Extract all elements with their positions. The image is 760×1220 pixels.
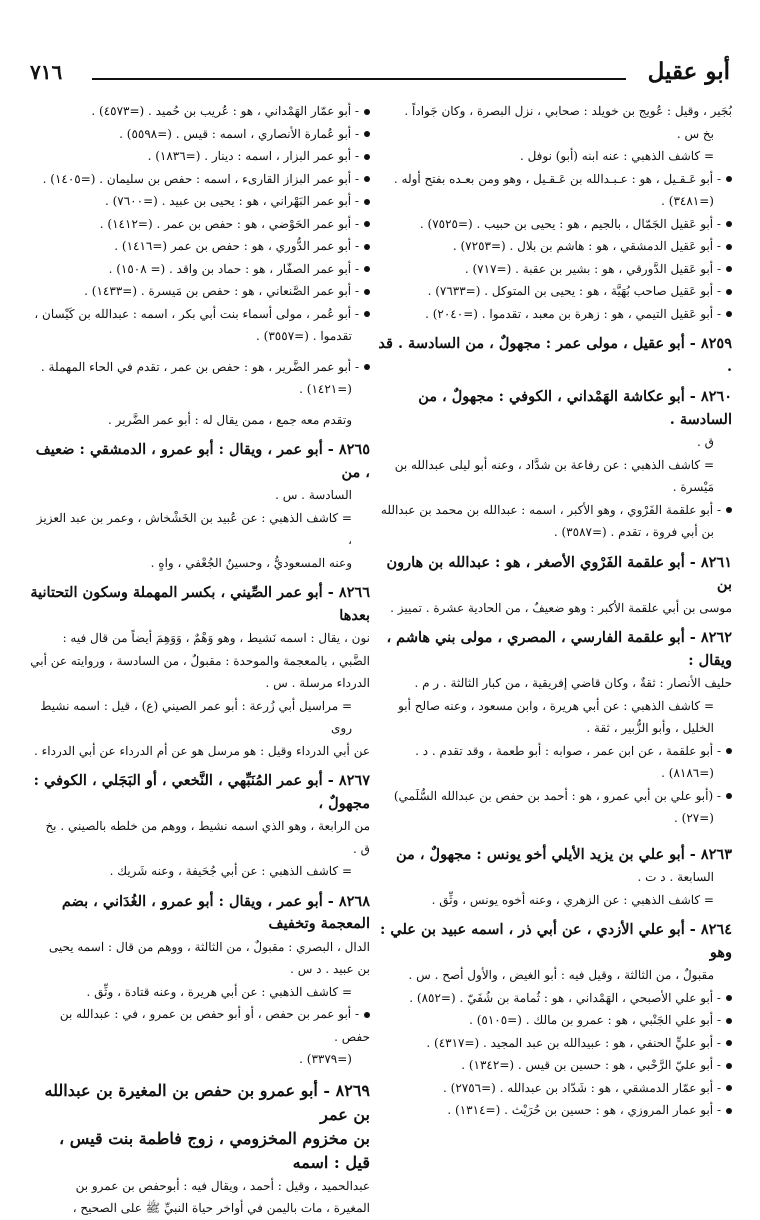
spacer [377, 911, 732, 919]
entry-line [377, 695, 732, 718]
bullet-icon [726, 266, 732, 272]
entry-line [30, 100, 370, 123]
bullet-icon [726, 289, 732, 295]
entry-line [30, 378, 370, 401]
bullet-icon [726, 1018, 732, 1024]
entry-line [377, 1099, 732, 1122]
entry-line [377, 213, 732, 236]
page-number: ٧١٦ [30, 60, 63, 84]
entry-text: (=١٤٢١) . [299, 382, 352, 396]
entry-line [30, 936, 370, 959]
entry-text: (=٢٧) . [674, 811, 714, 825]
entry-line [377, 1009, 732, 1032]
entry-line [30, 303, 370, 326]
entry-text: - أبو عَقيل الدَّورقي ، هو : بشير بن عقبة . (=٧١٧) . [464, 261, 721, 276]
entry-line [30, 190, 370, 213]
entry-text: - أبو عُمارة الأنصاري ، اسمه : قيس . (=٥٥٩٨) . [119, 126, 359, 141]
entry-text: موسى بن أبي علقمة الأكبر : وهو ضعيفٌ ، من الحادية عشرة . تمييز . [390, 600, 732, 615]
entry-text: السابعة . د ت . [637, 870, 714, 884]
spacer [377, 325, 732, 333]
bullet-icon [726, 748, 732, 754]
entry-text: ٨٢٦١ - أبو علقمة الفَرْوي الأصغر ، هو : عبدالله بن هارون بن [386, 553, 732, 593]
bullet-icon [726, 507, 732, 513]
bullet-icon [726, 221, 732, 227]
bullet-icon [364, 1012, 370, 1018]
entry-text: (=٣٣٧٩) . [299, 1052, 352, 1066]
entry-text: بن عبيد . د س . [290, 962, 370, 976]
bullet-icon [726, 1063, 732, 1069]
entry-text: - أبو عَقيل التيمي ، هو : زهرة بن معبد ، تقدموا . (=٢٠٤٠) . [425, 306, 721, 321]
entry-line [30, 552, 370, 575]
entry-line [377, 785, 732, 808]
entry-line [30, 860, 370, 883]
bullet-icon [726, 176, 732, 182]
bullet-icon [726, 244, 732, 250]
entry-text: ٨٢٦٤ - أبو علي الأزدي ، عن أبي ذر ، اسمه عبيد بن علي : وهو [379, 921, 732, 961]
entry-line [377, 499, 732, 522]
entry-line [30, 695, 370, 740]
entry-line [30, 1175, 370, 1198]
bullet-icon [726, 793, 732, 799]
entry-text: ٨٢٥٩ - أبو عقيل ، مولى عمر : مجهولٌ ، من السادسة . قد . [378, 335, 732, 375]
entry-text: عبدالحميد ، وقيل : أحمد ، ويقال فيه : أبوحفص بن عمرو بن [75, 1178, 370, 1193]
entry-text: الدرداء مرسلة . س . [265, 676, 370, 690]
entry-line [377, 168, 732, 191]
entry-line [30, 280, 370, 303]
entry-text: بن أبي فروة ، تقدم . (=٣٥٨٧) . [553, 525, 714, 539]
entry-heading [377, 627, 732, 672]
entry-line [377, 454, 732, 477]
entry-line [377, 717, 732, 740]
left-column [30, 100, 370, 1220]
entry-heading [377, 386, 732, 431]
spacer [30, 574, 370, 582]
spacer [377, 619, 732, 627]
bullet-icon [364, 364, 370, 370]
entry-line [377, 987, 732, 1010]
entry-text: - أبو عمر بن حفص ، أو أبو حفص بن عمرو ، في : عبدالله بن حفص . [59, 1007, 370, 1044]
entry-text: ٨٢٦٩ - أبو عمرو بن حفص بن المغيرة بن عبدالله بن عمر [44, 1080, 370, 1124]
entry-text: الضَّبي ، بالمعجمة والموحدة : مقبولٌ ، من السادسة ، وروايته عن أبي [30, 653, 370, 668]
entry-heading [30, 582, 370, 627]
running-title: أبو عقيل [647, 58, 730, 85]
entry-line [30, 168, 370, 191]
entry-text: ق . [697, 435, 714, 449]
entry-text: حليف الأنصار : ثقةٌ ، وكان قاضي إفريقية ، من كبار الثالثة . ر م . [414, 676, 732, 690]
bullet-icon [364, 176, 370, 182]
entry-line [377, 476, 732, 499]
entry-line [377, 100, 732, 123]
entry-line [377, 672, 732, 695]
entry-text: - أبو عليٍّ الحنفي ، هو : عبيدالله بن عبد المجيد . (=٤٣١٧) . [426, 1035, 721, 1050]
entry-line [377, 190, 732, 213]
entry-text: ٨٢٦٨ - أبو عمر ، ويقال : أبو عمرو ، الغُدَاني ، بضم المعجمة وتخفيف [61, 892, 370, 932]
entry-line [377, 889, 732, 912]
entry-text: - أبو عمر البزاز القارىء ، اسمه : حفص بن سليمان . (=١٤٠٥) . [42, 171, 359, 186]
entry-line [30, 1003, 370, 1048]
entry-line [377, 521, 732, 544]
entry-line [377, 1032, 732, 1055]
entry-heading [377, 333, 732, 378]
entry-text: - أبو عليّ الرَّحْبي ، هو : حسين بن قيس . (=١٣٤٢) . [461, 1058, 721, 1072]
spacer [30, 762, 370, 770]
entry-text: - أبو عمر الصَّنعاني ، هو : حفص بن مَيسرة . (=١٤٣٣) . [84, 284, 359, 298]
spacer [377, 378, 732, 386]
bullet-icon [364, 289, 370, 295]
entry-text: المغيرة ، مات باليمن في أواخر حياة النبيِّ ﷺ على الصحيح ، [72, 1201, 370, 1215]
spacer [30, 431, 370, 439]
entry-text: = كاشف الذهبي : عنه ابنه (أبو) نوفل . [519, 149, 714, 163]
entry-line [30, 740, 370, 763]
entry-line [30, 650, 370, 673]
right-column [377, 100, 732, 1122]
entry-text: - أبو عمر الدُّوري ، هو : حفص بن عمر (=١٤١٦) . [114, 239, 359, 253]
entry-heading [30, 439, 370, 484]
entry-text: عن أبي الدرداء وقيل : هو مرسل هو عن أم الدرداء عن أبي الدرداء . [34, 743, 370, 758]
page-header [30, 58, 730, 98]
spacer [30, 348, 370, 356]
entry-text: - أبو عَقيل الدمشقي ، هو : هاشم بن بلال . (=٧٢٥٣) . [452, 239, 721, 253]
entry-text: بخ س . [676, 126, 714, 141]
bullet-icon [726, 1040, 732, 1046]
entry-line [30, 325, 370, 348]
entry-text: ٨٢٦٠ - أبو عكاشة الهَمْداني ، الكوفي : مجهولٌ ، من السادسة . [418, 388, 732, 428]
entry-text: ٨٢٦٦ - أبو عمر الصِّيني ، بكسر المهملة وسكون التحتانية بعدها [30, 584, 370, 624]
entry-heading [377, 844, 732, 867]
bullet-icon [726, 311, 732, 317]
entry-heading [377, 919, 732, 964]
entry-line [377, 964, 732, 987]
entry-text: - أبو علقمة الفَرْوي ، وهو الأكبر ، اسمه : عبدالله بن محمد بن عبدالله [380, 502, 721, 517]
entry-text: مَيْسرة . [672, 480, 714, 494]
entry-line [377, 145, 732, 168]
entry-text: - أبو عُمر ، مولى أسماء بنت أبي بكر ، اسمه : عبدالله بن كَيْسان ، [34, 306, 359, 321]
entry-text: السادسة . س . [275, 488, 352, 502]
entry-text: بن مخزوم المخزومي ، زوج فاطمة بنت قيس ، قيل : اسمه [59, 1128, 370, 1172]
entry-line [30, 958, 370, 981]
entry-line [377, 235, 732, 258]
entry-text: - أبو عمّار الهَمْداني ، هو : عُريب بن حُميد . (=٤٥٧٣) . [91, 104, 359, 118]
entry-text: من الرابعة ، وهو الذي اسمه نشيط ، ووهم من خلطه بالصيني . بخ [45, 819, 370, 833]
entry-text: = كاشف الذهبي : عن أبي هريرة ، وابن مسعود ، وعنه صالح أبو [398, 698, 714, 713]
entry-line [377, 597, 732, 620]
entry-line [377, 866, 732, 889]
header-rule [92, 78, 626, 80]
bullet-icon [364, 154, 370, 160]
entry-text: - أبو عمار المروزي ، هو : حسين بن حُرَيْث . (=١٣١٤) . [447, 1103, 721, 1117]
entry-line [377, 740, 732, 763]
spacer [30, 1071, 370, 1079]
entry-line [377, 303, 732, 326]
entry-text: ق . [353, 841, 370, 856]
entry-line [30, 123, 370, 146]
entry-text: - أبو عَـقـيل ، هو : عـبـدالله بن عَـقـيل ، وهو ومن بعـده بفتح أوله . [393, 171, 721, 186]
entry-line [377, 280, 732, 303]
entry-heading [30, 891, 370, 936]
entry-text: مقبولٌ ، من الثالثة ، وقيل فيه : أبو الغيض ، والأول أصح . س . [408, 968, 714, 982]
entry-text: (=٣٤٨١) . [661, 194, 714, 208]
entry-text: الدال ، البصري : مقبولٌ ، من الثالثة ، ووهم من قال : اسمه يحيى [48, 939, 370, 954]
entry-line [30, 981, 370, 1004]
entry-line [377, 762, 732, 785]
bullet-icon [726, 1108, 732, 1114]
bullet-icon [364, 311, 370, 317]
entry-text: - أبو عمر الضَّرير ، هو : حفص بن عمر ، تقدم في الحاء المهملة . [40, 359, 359, 374]
entry-text: - (أبو علي بن أبي عمرو ، هو : أحمد بن حفص بن عبدالله السُّلَمي) [393, 788, 721, 803]
entry-line [30, 672, 370, 695]
entry-text: - أبو عمر الصفّار ، هو : حماد بن واقد . (= ١٥٠٨) . [108, 261, 359, 276]
bullet-icon [364, 109, 370, 115]
bullet-icon [364, 266, 370, 272]
entry-line [30, 815, 370, 838]
entry-heading [30, 1127, 370, 1175]
spacer [377, 544, 732, 552]
entry-line [30, 1048, 370, 1071]
entry-line [30, 1197, 370, 1220]
entry-heading [30, 1079, 370, 1127]
entry-text: ٨٢٦٥ - أبو عمر ، ويقال : أبو عمرو ، الدمشقي : ضعيف ، من [35, 441, 370, 481]
entry-line [30, 258, 370, 281]
entry-line [30, 235, 370, 258]
bullet-icon [364, 131, 370, 137]
entry-text: بُجَير ، وقيل : عُويج بن خويلد : صحابي ، نزل البصرة ، وكان جَواداً . [404, 104, 732, 118]
entry-text: ٨٢٦٧ - أبو عمر المُنَبِّهي ، النَّخعي ، أو البَجَلي ، الكوفي : مجهولٌ ، [33, 772, 370, 812]
entry-line [30, 484, 370, 507]
entry-text: نون ، يقال : اسمه نَشيط ، وهو وَهْمٌ ، وَوَهِمَ أيضاً من قال فيه : [62, 631, 370, 645]
entry-text: = مراسيل أبي زُرعة : أبو عمر الصيني (ع) ، قيل : اسمه نشيط روى [40, 698, 352, 735]
entry-text: (=٨١٨٦) . [661, 766, 714, 780]
entry-line [30, 145, 370, 168]
bullet-icon [364, 199, 370, 205]
entry-text: وعنه المسعوديُّ ، وحسينٌ الجُعْفي ، واهٍ . [150, 555, 352, 570]
entry-text: - أبو عَقيل صاحب بُهَيَّة ، هو : يحيى بن المتوكل . (=٧٦٣٣) . [427, 284, 721, 298]
entry-text: تقدموا . (=٣٥٥٧) . [256, 329, 352, 343]
entry-line [377, 258, 732, 281]
entry-line [30, 409, 370, 432]
entry-line [377, 1054, 732, 1077]
entry-text: = كاشف الذهبي : عن عُبيد بن الخَشْخاش ، وعمر بن عبد العزيز ، [36, 510, 352, 547]
entry-text: - أبو عمر البزار ، اسمه : دينار . (=١٨٣٦) . [147, 149, 359, 163]
entry-text: - أبو علي الأصبحي ، الهَمْداني ، هو : ثُمامة بن شُفَيّ . (=٨٥٢) . [409, 990, 721, 1005]
entry-text: - أبو علقمة ، عن ابن عمر ، صوابه : أبو طعمة ، وقد تقدم . د . [415, 743, 721, 758]
entry-heading [30, 770, 370, 815]
spacer [30, 883, 370, 891]
entry-text: - أبو عَقيل الجَمّال ، بالجيم ، هو : يحيى بن حبيب . (=٧٥٢٥) . [419, 216, 721, 231]
entry-heading [377, 552, 732, 597]
spacer [377, 830, 732, 844]
entry-line [377, 1077, 732, 1100]
bullet-icon [726, 995, 732, 1001]
entry-text: - أبو عمر البَهْراني ، هو : يحيى بن عبيد . (=٧٦٠٠) . [104, 194, 359, 208]
entry-text: = كاشف الذهبي : عن رفاعة بن شدَّاد ، وعنه أبو ليلى عبدالله بن [394, 457, 714, 472]
bullet-icon [726, 1085, 732, 1091]
entry-text: - أبو عمر الحَوْضي ، هو : حفص بن عمر . (=١٤١٢) . [99, 216, 359, 231]
entry-line [377, 431, 732, 454]
bullet-icon [364, 221, 370, 227]
entry-line [30, 213, 370, 236]
entry-text: = كاشف الذهبي : عن أبي جُحَيفة ، وعنه شَريك . [109, 864, 352, 878]
spacer [30, 401, 370, 409]
entry-text: الخليل ، وأبو الزُّبير ، ثقة . [586, 721, 714, 735]
entry-text: وتقدم معه جمع ، ممن يقال له : أبو عمر الضَّرير . [108, 412, 352, 427]
entry-text: = كاشف الذهبي : عن أبي هريرة ، وعنه قتادة ، وثِّق . [86, 984, 352, 999]
entry-text: - أبو علي الجَنْبي ، هو : عمرو بن مالك . (=٥١٠٥) . [469, 1013, 721, 1027]
bullet-icon [364, 244, 370, 250]
entry-text: ٨٢٦٣ - أبو علي بن يزيد الأيلي أخو يونس : مجهولٌ ، من [395, 845, 732, 863]
entry-line [377, 123, 732, 146]
entry-line [30, 627, 370, 650]
entry-line [377, 807, 732, 830]
entry-text: = كاشف الذهبي : عن الزهري ، وعنه أخوه يونس ، وثِّق . [431, 892, 714, 907]
entry-line [30, 507, 370, 552]
entry-text: - أبو عمّار الدمشقي ، هو : شَدّاد بن عبدالله . (=٢٧٥٦) . [443, 1080, 721, 1095]
entry-line [30, 356, 370, 379]
entry-text: ٨٢٦٢ - أبو علقمة الفارسي ، المصري ، مولى بني هاشم ، ويقال : [386, 629, 732, 669]
entry-line [30, 838, 370, 861]
